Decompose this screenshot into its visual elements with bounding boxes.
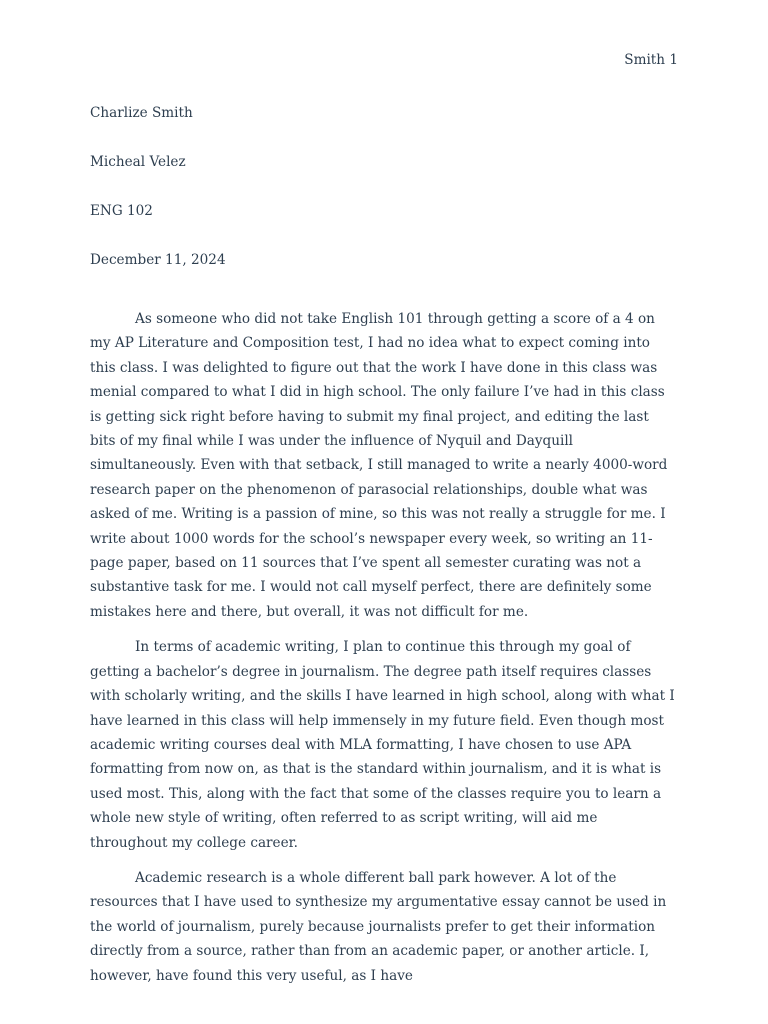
paragraph: In terms of academic writing, I plan to continue this through my goal of getting a bachelor’s degree in journalism. The degree path itself requires classes with scholarly writing, and the skills I have learned in high school, along with what I have learned in this class will help immensely in my future field. Even though most academic writing courses deal with MLA formatting, I have chosen to use APA formatting from now on, as that is the standard within journalism, and it is what is used most. This, along with the fact that some of the classes require you to learn a whole new style of writing, often referred to as script writing, will aid me throughout my college career. [90,639,675,851]
page-number: Smith 1 [624,52,678,68]
instructor-name: Micheal Velez [90,154,186,170]
course-name: ENG 102 [90,203,153,219]
paragraph: As someone who did not take English 101 through getting a score of a 4 on my AP Literature and Composition test, I had no idea what to expect coming into this class. I was delighted to figure out that the work I have done in this class was menial compared to what I did in high school. The only failure I’ve had in this class is getting sick right before having to submit my final project, and editing the last bits of my final while I was under the influence of Nyquil and Dayquill simultaneously. Even with that setback, I still managed to write a nearly 4000-word research paper on the phenomenon of parasocial relationships, double what was asked of me. Writing is a passion of mine, so this was not really a struggle for me. I write about 1000 words for the school’s newspaper every week, so writing an 11-page paper, based on 11 sources that I’ve spent all semester curating was not a substantive task for me. I would not call myself perfect, there are definitely some mistakes here and there, but overall, it was not difficult for me. [90,311,668,620]
document-date: December 11, 2024 [90,252,226,268]
paragraph: Academic research is a whole different ball park however. A lot of the resources that I have used to synthesize my argumentative essay cannot be used in the world of journalism, purely because journalists prefer to get their information directly from a source, rather than from an academic paper, or another article. I, however, have found this very useful, as I have [90,869,667,984]
essay-body [90,307,678,999]
student-name: Charlize Smith [90,105,193,121]
mla-heading [90,101,678,297]
